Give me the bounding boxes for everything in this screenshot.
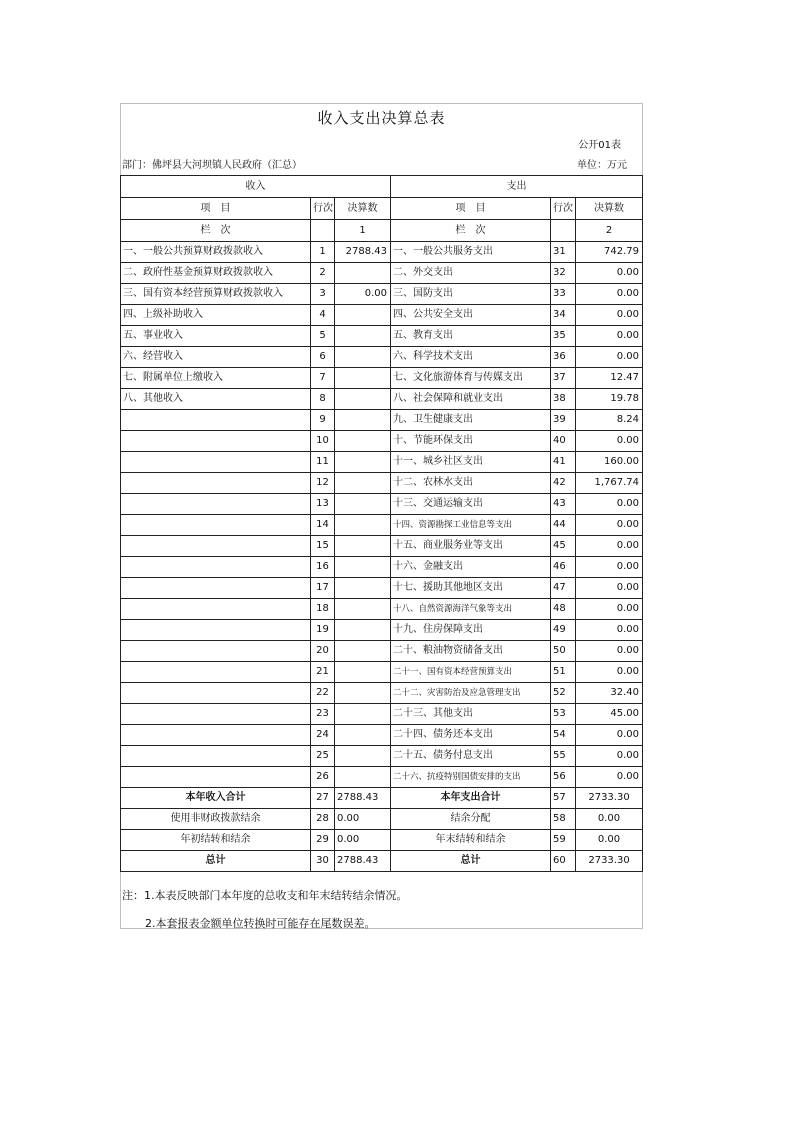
expense-total-amount: 2733.30 (576, 788, 643, 809)
income-total-label: 年初结转和结余 (121, 830, 311, 851)
income-line-number: 9 (311, 410, 335, 431)
expense-line-number: 45 (551, 536, 576, 557)
income-line-number: 16 (311, 557, 335, 578)
expense-line-number: 34 (551, 305, 576, 326)
table-row (121, 767, 643, 788)
expense-line-number: 35 (551, 326, 576, 347)
income-total-amount: 2788.43 (335, 788, 391, 809)
expense-item-name: 二、外交支出 (391, 263, 551, 284)
income-line-number: 15 (311, 536, 335, 557)
table-row (121, 305, 643, 326)
income-item-name (121, 410, 311, 431)
expense-line-number: 49 (551, 620, 576, 641)
income-item-name (121, 683, 311, 704)
table-row (121, 620, 643, 641)
income-item-name: 四、上级补助收入 (121, 305, 311, 326)
expense-item-name: 十三、交通运输支出 (391, 494, 551, 515)
expense-line-number: 53 (551, 704, 576, 725)
expense-amount: 0.00 (576, 326, 643, 347)
expense-total-label: 年末结转和结余 (391, 830, 551, 851)
table-row (121, 494, 643, 515)
income-total-label: 本年收入合计 (121, 788, 311, 809)
expense-total-amount: 2733.30 (576, 851, 643, 872)
expense-amount: 32.40 (576, 683, 643, 704)
expense-line-header: 行次 (551, 198, 576, 220)
expense-item-name: 二十四、债务还本支出 (391, 725, 551, 746)
table-row (121, 284, 643, 305)
sheet-border-top (120, 103, 643, 104)
total-row (121, 788, 643, 809)
expense-total-line: 60 (551, 851, 576, 872)
expense-item-name: 十四、资源勘探工业信息等支出 (391, 515, 551, 536)
income-column-line (311, 220, 335, 242)
expense-line-number: 44 (551, 515, 576, 536)
expense-amount: 45.00 (576, 704, 643, 725)
income-amount (335, 536, 391, 557)
expense-total-line: 57 (551, 788, 576, 809)
income-item-name: 五、事业收入 (121, 326, 311, 347)
income-amount (335, 641, 391, 662)
income-line-number: 4 (311, 305, 335, 326)
report-sheet (120, 103, 643, 929)
income-amount (335, 263, 391, 284)
income-amount (335, 515, 391, 536)
expense-line-number: 56 (551, 767, 576, 788)
income-amount (335, 620, 391, 641)
expense-amount: 0.00 (576, 620, 643, 641)
expense-total-amount: 0.00 (576, 809, 643, 830)
table-row (121, 410, 643, 431)
expense-line-number: 54 (551, 725, 576, 746)
expense-amount: 0.00 (576, 305, 643, 326)
income-line-number: 2 (311, 263, 335, 284)
expense-amount: 0.00 (576, 725, 643, 746)
total-row (121, 809, 643, 830)
expense-line-number: 36 (551, 347, 576, 368)
expense-item-name: 十八、自然资源海洋气象等支出 (391, 599, 551, 620)
expense-amount: 1,767.74 (576, 473, 643, 494)
income-line-number: 11 (311, 452, 335, 473)
section-header-row (121, 176, 643, 198)
expense-item-name: 十六、金融支出 (391, 557, 551, 578)
expense-line-number: 31 (551, 242, 576, 263)
expense-line-number: 42 (551, 473, 576, 494)
expense-line-number: 55 (551, 746, 576, 767)
income-amount (335, 494, 391, 515)
department-label: 部门：佛坪县大河坝镇人民政府（汇总） (122, 160, 302, 171)
expense-item-name: 二十六、抗疫特别国债安排的支出 (391, 767, 551, 788)
unit-label: 单位：万元 (577, 160, 627, 171)
expense-amount: 0.00 (576, 263, 643, 284)
expense-amount: 0.00 (576, 347, 643, 368)
expense-item-name: 三、国防支出 (391, 284, 551, 305)
expense-line-number: 50 (551, 641, 576, 662)
expense-item-name: 十、节能环保支出 (391, 431, 551, 452)
income-amount (335, 725, 391, 746)
income-total-line: 29 (311, 830, 335, 851)
expense-amount: 160.00 (576, 452, 643, 473)
expense-amount: 19.78 (576, 389, 643, 410)
income-line-number: 3 (311, 284, 335, 305)
expense-amount: 0.00 (576, 536, 643, 557)
table-row (121, 536, 643, 557)
income-item-name (121, 704, 311, 725)
expense-line-number: 51 (551, 662, 576, 683)
income-line-number: 20 (311, 641, 335, 662)
income-item-name (121, 452, 311, 473)
expense-total-label: 结余分配 (391, 809, 551, 830)
expense-line-number: 52 (551, 683, 576, 704)
table-row (121, 578, 643, 599)
income-line-number: 5 (311, 326, 335, 347)
income-item-name (121, 725, 311, 746)
note-2: 2.本套报表金额单位转换时可能存在尾数误差。 (145, 917, 376, 930)
income-line-number: 13 (311, 494, 335, 515)
expense-item-header: 项 目 (391, 198, 551, 220)
table-row (121, 746, 643, 767)
total-row (121, 830, 643, 851)
expense-item-name: 二十一、国有资本经营预算支出 (391, 662, 551, 683)
expense-line-number: 41 (551, 452, 576, 473)
income-line-number: 19 (311, 620, 335, 641)
income-section-header: 收入 (121, 176, 391, 198)
expense-line-number: 33 (551, 284, 576, 305)
income-amount (335, 683, 391, 704)
expense-amount: 0.00 (576, 284, 643, 305)
table-row (121, 452, 643, 473)
income-line-number: 18 (311, 599, 335, 620)
income-amount (335, 704, 391, 725)
income-line-number: 24 (311, 725, 335, 746)
expense-item-name: 二十三、其他支出 (391, 704, 551, 725)
expense-amount: 0.00 (576, 767, 643, 788)
income-amount (335, 452, 391, 473)
expense-amount: 8.24 (576, 410, 643, 431)
income-item-name (121, 641, 311, 662)
income-item-name (121, 431, 311, 452)
income-amount: 2788.43 (335, 242, 391, 263)
income-total-amount: 0.00 (335, 809, 391, 830)
income-line-number: 21 (311, 662, 335, 683)
table-row (121, 641, 643, 662)
expense-column-index: 2 (576, 220, 643, 242)
income-item-name: 一、一般公共预算财政拨款收入 (121, 242, 311, 263)
income-amount: 0.00 (335, 284, 391, 305)
income-line-number: 25 (311, 746, 335, 767)
income-line-number: 23 (311, 704, 335, 725)
income-line-number: 10 (311, 431, 335, 452)
income-line-number: 26 (311, 767, 335, 788)
income-amount (335, 431, 391, 452)
income-item-header: 项 目 (121, 198, 311, 220)
expense-amount: 0.00 (576, 641, 643, 662)
expense-amount: 0.00 (576, 494, 643, 515)
column-header-row (121, 198, 643, 220)
table-row (121, 557, 643, 578)
expense-line-number: 48 (551, 599, 576, 620)
expense-amount-header: 决算数 (576, 198, 643, 220)
income-amount (335, 578, 391, 599)
table-row (121, 599, 643, 620)
income-item-name (121, 536, 311, 557)
income-amount (335, 326, 391, 347)
expense-line-number: 47 (551, 578, 576, 599)
expense-item-name: 一、一般公共服务支出 (391, 242, 551, 263)
income-amount (335, 767, 391, 788)
expense-line-number: 40 (551, 431, 576, 452)
expense-item-name: 二十、粮油物资储备支出 (391, 641, 551, 662)
income-item-name (121, 578, 311, 599)
expense-amount: 0.00 (576, 599, 643, 620)
form-number: 公开01表 (578, 140, 621, 151)
income-column-index: 1 (335, 220, 391, 242)
expense-item-name: 七、文化旅游体育与传媒支出 (391, 368, 551, 389)
expense-item-name: 九、卫生健康支出 (391, 410, 551, 431)
income-total-line: 27 (311, 788, 335, 809)
income-item-name: 六、经营收入 (121, 347, 311, 368)
income-total-line: 30 (311, 851, 335, 872)
income-line-number: 12 (311, 473, 335, 494)
table-row (121, 683, 643, 704)
income-column-label: 栏 次 (121, 220, 311, 242)
expense-line-number: 39 (551, 410, 576, 431)
income-total-label: 使用非财政拨款结余 (121, 809, 311, 830)
expense-total-amount: 0.00 (576, 830, 643, 851)
income-amount (335, 368, 391, 389)
expense-total-label: 总计 (391, 851, 551, 872)
expense-amount: 0.00 (576, 557, 643, 578)
income-expense-table (120, 175, 643, 872)
report-title: 收入支出决算总表 (317, 109, 446, 127)
expense-item-name: 十九、住房保障支出 (391, 620, 551, 641)
income-item-name (121, 515, 311, 536)
column-index-row (121, 220, 643, 242)
expense-amount: 12.47 (576, 368, 643, 389)
table-row (121, 368, 643, 389)
table-row (121, 347, 643, 368)
income-line-number: 6 (311, 347, 335, 368)
expense-item-name: 六、科学技术支出 (391, 347, 551, 368)
income-item-name (121, 599, 311, 620)
table-row (121, 431, 643, 452)
income-item-name (121, 557, 311, 578)
expense-line-number: 32 (551, 263, 576, 284)
income-line-number: 14 (311, 515, 335, 536)
expense-column-label: 栏 次 (391, 220, 551, 242)
income-item-name (121, 620, 311, 641)
income-amount (335, 599, 391, 620)
table-row (121, 389, 643, 410)
income-amount (335, 305, 391, 326)
income-line-number: 22 (311, 683, 335, 704)
income-total-line: 28 (311, 809, 335, 830)
expense-line-number: 38 (551, 389, 576, 410)
expense-item-name: 十一、城乡社区支出 (391, 452, 551, 473)
expense-line-number: 43 (551, 494, 576, 515)
table-row (121, 263, 643, 284)
table-row (121, 662, 643, 683)
income-item-name (121, 494, 311, 515)
expense-total-line: 59 (551, 830, 576, 851)
expense-item-name: 十七、援助其他地区支出 (391, 578, 551, 599)
income-amount (335, 410, 391, 431)
income-item-name (121, 746, 311, 767)
expense-item-name: 五、教育支出 (391, 326, 551, 347)
income-total-amount: 2788.43 (335, 851, 391, 872)
income-item-name: 三、国有资本经营预算财政拨款收入 (121, 284, 311, 305)
table-row (121, 473, 643, 494)
expense-line-number: 46 (551, 557, 576, 578)
income-total-label: 总计 (121, 851, 311, 872)
income-amount (335, 746, 391, 767)
expense-item-name: 八、社会保障和就业支出 (391, 389, 551, 410)
expense-total-label: 本年支出合计 (391, 788, 551, 809)
expense-item-name: 十二、农林水支出 (391, 473, 551, 494)
table-row (121, 704, 643, 725)
income-line-number: 7 (311, 368, 335, 389)
income-amount (335, 347, 391, 368)
income-item-name (121, 473, 311, 494)
income-total-amount: 0.00 (335, 830, 391, 851)
income-amount (335, 389, 391, 410)
table-row (121, 326, 643, 347)
expense-amount: 0.00 (576, 662, 643, 683)
income-line-number: 17 (311, 578, 335, 599)
expense-section-header: 支出 (391, 176, 643, 198)
expense-item-name: 四、公共安全支出 (391, 305, 551, 326)
income-amount (335, 557, 391, 578)
expense-line-number: 37 (551, 368, 576, 389)
note-1: 注：1.本表反映部门本年度的总收支和年末结转结余情况。 (122, 889, 408, 902)
income-line-header: 行次 (311, 198, 335, 220)
table-row (121, 725, 643, 746)
income-item-name: 七、附属单位上缴收入 (121, 368, 311, 389)
income-amount (335, 662, 391, 683)
expense-amount: 0.00 (576, 515, 643, 536)
income-amount-header: 决算数 (335, 198, 391, 220)
expense-item-name: 二十五、债务付息支出 (391, 746, 551, 767)
income-item-name: 二、政府性基金预算财政拨款收入 (121, 263, 311, 284)
income-item-name (121, 662, 311, 683)
expense-amount: 0.00 (576, 578, 643, 599)
income-item-name: 八、其他收入 (121, 389, 311, 410)
income-line-number: 8 (311, 389, 335, 410)
expense-item-name: 十五、商业服务业等支出 (391, 536, 551, 557)
income-item-name (121, 767, 311, 788)
income-amount (335, 473, 391, 494)
expense-amount: 0.00 (576, 431, 643, 452)
expense-amount: 0.00 (576, 746, 643, 767)
income-line-number: 1 (311, 242, 335, 263)
expense-item-name: 二十二、灾害防治及应急管理支出 (391, 683, 551, 704)
expense-total-line: 58 (551, 809, 576, 830)
table-row (121, 242, 643, 263)
total-row (121, 851, 643, 872)
table-row (121, 515, 643, 536)
expense-column-line (551, 220, 576, 242)
expense-amount: 742.79 (576, 242, 643, 263)
